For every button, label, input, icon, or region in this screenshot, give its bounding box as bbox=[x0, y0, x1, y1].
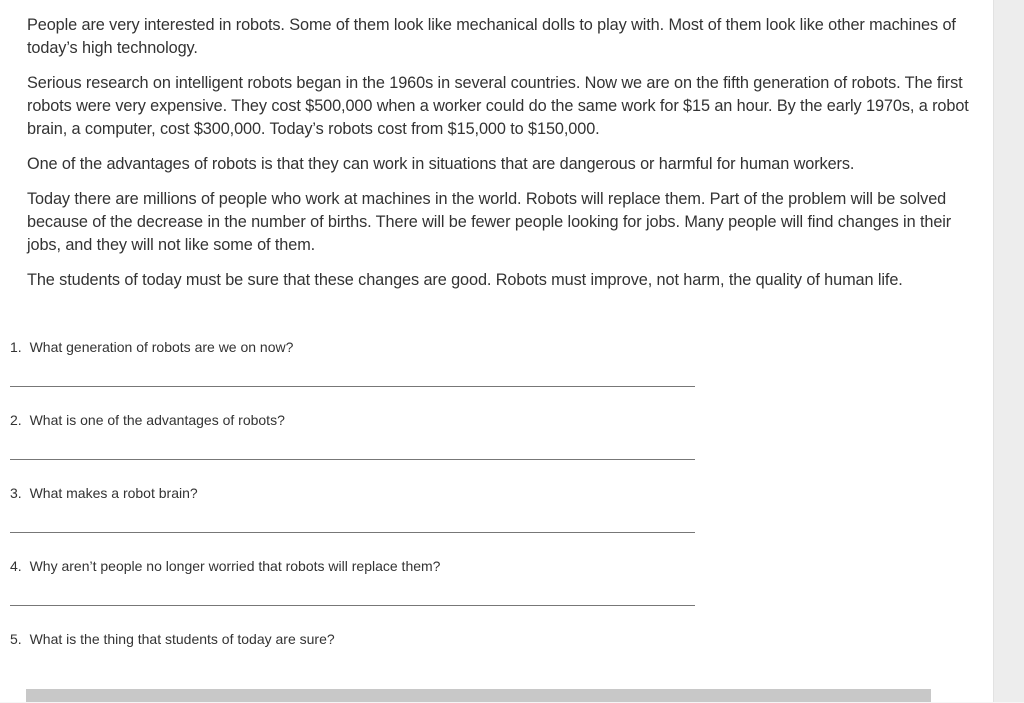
question-text: Why aren’t people no longer worried that robots will replace them? bbox=[29, 558, 441, 574]
question-item bbox=[10, 484, 710, 557]
passage-paragraph: People are very interested in robots. Some of them look like mechanical dolls to play with. Most of them look like other machines of today’s high technology. bbox=[27, 16, 956, 57]
passage-paragraph: The students of today must be sure that these changes are good. Robots must improve, not harm, the quality of human life. bbox=[27, 271, 903, 289]
answer-line[interactable] bbox=[10, 459, 695, 460]
answer-line[interactable] bbox=[10, 605, 695, 606]
answer-line[interactable] bbox=[10, 532, 695, 533]
question-number: 1. bbox=[10, 339, 22, 355]
question-list bbox=[10, 338, 710, 703]
passage-paragraph: Today there are millions of people who work at machines in the world. Robots will replace them. Part of the problem will be solved because of the decrease in the number of births. There will be fewer people looking for jobs. Many people will find changes in their jobs, and they will not like some of them. bbox=[27, 190, 952, 254]
passage-paragraph: Serious research on intelligent robots began in the 1960s in several countries. Now we are on the fifth generation of robots. The first robots were very expensive. They cost $500,000 when a worker could do the same work for $15 an hour. By the early 1970s, a robot brain, a computer, cost $300,000. Today’s robots cost from $15,000 to $150,000. bbox=[27, 74, 969, 138]
reading-passage bbox=[27, 14, 977, 304]
question-text: What generation of robots are we on now? bbox=[29, 339, 294, 355]
question-text: What makes a robot brain? bbox=[29, 485, 198, 501]
page-side-margin bbox=[994, 0, 1024, 702]
question-item bbox=[10, 338, 710, 411]
question-number: 3. bbox=[10, 485, 22, 501]
question-number: 4. bbox=[10, 558, 22, 574]
passage-paragraph: One of the advantages of robots is that they can work in situations that are dangerous or harmful for human workers. bbox=[27, 155, 855, 173]
question-number: 2. bbox=[10, 412, 22, 428]
question-number: 5. bbox=[10, 631, 22, 647]
question-item bbox=[10, 411, 710, 484]
question-text: What is the thing that students of today are sure? bbox=[29, 631, 335, 647]
question-text: What is one of the advantages of robots? bbox=[29, 412, 285, 428]
horizontal-scrollbar[interactable] bbox=[26, 689, 931, 702]
question-item bbox=[10, 557, 710, 630]
answer-line[interactable] bbox=[10, 386, 695, 387]
